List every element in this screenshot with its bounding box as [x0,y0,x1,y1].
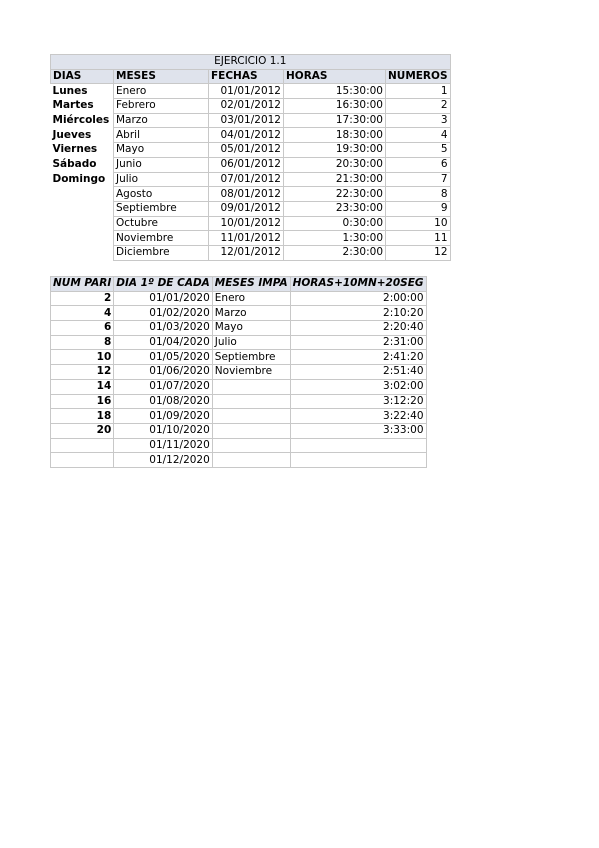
table-cell [51,187,114,202]
table-cell: 07/01/2012 [209,172,284,187]
table-cell: 2:10:20 [290,306,426,321]
header-row [51,69,451,84]
table-row [51,172,451,187]
table-cell: Junio [114,157,209,172]
table-cell: 22:30:00 [284,187,386,202]
table-cell: Mayo [212,321,290,336]
table-cell: 8 [51,335,114,350]
table-cell: 2:20:40 [290,321,426,336]
table-cell: 01/09/2020 [114,409,213,424]
table-cell: Mayo [114,143,209,158]
table-cell: Sábado [52,158,97,171]
table-cell: Miércoles [52,114,110,127]
table-cell: 01/06/2020 [114,365,213,380]
table-cell: 10 [51,350,114,365]
column-header: HORAS [284,69,386,84]
table-row [51,113,451,128]
table-cell: Viernes [52,143,98,156]
table-cell [51,231,114,246]
table-cell: 3:12:20 [290,394,426,409]
table-row [51,379,427,394]
table-cell: Julio [212,335,290,350]
table-cell: 23:30:00 [284,201,386,216]
table-row [51,423,427,438]
table-cell: 01/04/2020 [114,335,213,350]
table-cell: 18:30:00 [284,128,386,143]
table-cell: Abril [114,128,209,143]
column-header: DIA 1º DE CADA [114,277,213,292]
table-cell [212,394,290,409]
table-row [51,321,427,336]
table-cell: 17:30:00 [284,113,386,128]
table-cell: Jueves [52,128,92,141]
table-cell: 2:00:00 [290,291,426,306]
table-cell: Marzo [114,113,209,128]
table-cell: 01/07/2020 [114,379,213,394]
table-row [51,201,451,216]
table-row [51,365,427,380]
table-cell: 15:30:00 [284,84,386,99]
table-cell: 08/01/2012 [209,187,284,202]
table-row [51,216,451,231]
table-cell: 9 [386,201,451,216]
table-cell [290,453,426,468]
pares-table [50,276,427,468]
table-cell: Octubre [114,216,209,231]
table-row [51,143,451,158]
table-row [51,453,427,468]
table-cell: 20:30:00 [284,157,386,172]
ejercicio-table [50,54,451,261]
table-cell: Septiembre [114,201,209,216]
table-title: EJERCICIO 1.1 [51,55,451,70]
title-row [51,55,451,70]
table-row [51,438,427,453]
table-cell: 3 [386,113,451,128]
table-cell: 05/01/2012 [209,143,284,158]
table-cell [290,438,426,453]
table-cell: Diciembre [114,245,209,260]
table-cell: 6 [51,321,114,336]
table-cell: 2:51:40 [290,365,426,380]
table-cell: 16 [51,394,114,409]
table-cell [51,201,114,216]
table-cell: 01/02/2020 [114,306,213,321]
table-cell: Noviembre [114,231,209,246]
table-row [51,84,451,99]
table-cell: 7 [386,172,451,187]
table-cell [212,379,290,394]
table-cell [212,423,290,438]
column-header: FECHAS [209,69,284,84]
column-header: DIAS [51,69,114,84]
table-cell: 3:02:00 [290,379,426,394]
table-cell: 6 [386,157,451,172]
table-cell: 01/10/2020 [114,423,213,438]
table-row [51,291,427,306]
table-cell: 01/11/2020 [114,438,213,453]
table-cell [212,409,290,424]
table-cell: Enero [212,291,290,306]
table-cell: Noviembre [212,365,290,380]
table-cell [51,216,114,231]
table-cell [51,438,114,453]
table-row [51,350,427,365]
table-cell: 5 [386,143,451,158]
table-cell: 2 [51,291,114,306]
column-header: NÚMEROS [386,69,451,84]
table-cell: 10/01/2012 [209,216,284,231]
table-row [51,231,451,246]
table-cell: 01/05/2020 [114,350,213,365]
table-cell: 4 [386,128,451,143]
table-cell: 02/01/2012 [209,99,284,114]
table-cell: Domingo [52,172,106,185]
table-row [51,187,451,202]
table-cell: 12 [51,365,114,380]
table-cell: 01/03/2020 [114,321,213,336]
table-cell: 14 [51,379,114,394]
table-cell: 01/12/2020 [114,453,213,468]
table-row [51,157,451,172]
table-cell: Lunes [52,84,88,97]
table-cell: 09/01/2012 [209,201,284,216]
table-cell: Marzo [212,306,290,321]
table-cell: Septiembre [212,350,290,365]
table-cell: 2:30:00 [284,245,386,260]
table-cell: Martes [52,99,94,112]
table-cell: 21:30:00 [284,172,386,187]
table-cell [212,453,290,468]
table-cell: 8 [386,187,451,202]
table-cell [51,453,114,468]
table-row [51,409,427,424]
table-cell: 2:31:00 [290,335,426,350]
column-header: MESES [114,69,209,84]
column-header: NUM PARI [51,277,114,292]
table-cell: 01/01/2012 [209,84,284,99]
table-cell: 2:41:20 [290,350,426,365]
table-cell [212,438,290,453]
table-cell: 18 [51,409,114,424]
column-header: HORAS+10MN+20SEG [290,277,426,292]
table-row [51,306,427,321]
table-cell: 4 [51,306,114,321]
table-cell: 03/01/2012 [209,113,284,128]
table-cell: Enero [114,84,209,99]
table-cell: Julio [114,172,209,187]
table-cell: 1 [386,84,451,99]
table-cell: 19:30:00 [284,143,386,158]
table-cell: 3:22:40 [290,409,426,424]
table-row [51,245,451,260]
table-cell [51,245,114,260]
header-row [51,277,427,292]
table-cell: 0:30:00 [284,216,386,231]
table-cell: 3:33:00 [290,423,426,438]
table-cell: 10 [386,216,451,231]
table-cell: 1:30:00 [284,231,386,246]
table-cell: 04/01/2012 [209,128,284,143]
table-cell: 12/01/2012 [209,245,284,260]
table-cell: 01/01/2020 [114,291,213,306]
table-row [51,394,427,409]
table-cell: 06/01/2012 [209,157,284,172]
table-cell: 01/08/2020 [114,394,213,409]
table-cell: 12 [386,245,451,260]
table-cell: Agosto [114,187,209,202]
table-row [51,99,451,114]
table-cell: 11 [386,231,451,246]
table-cell: 11/01/2012 [209,231,284,246]
column-header: MESES IMPA [212,277,290,292]
table-row [51,335,427,350]
table-cell: Febrero [114,99,209,114]
table-row [51,128,451,143]
table-cell: 2 [386,99,451,114]
table-cell: 16:30:00 [284,99,386,114]
table-cell: 20 [51,423,114,438]
